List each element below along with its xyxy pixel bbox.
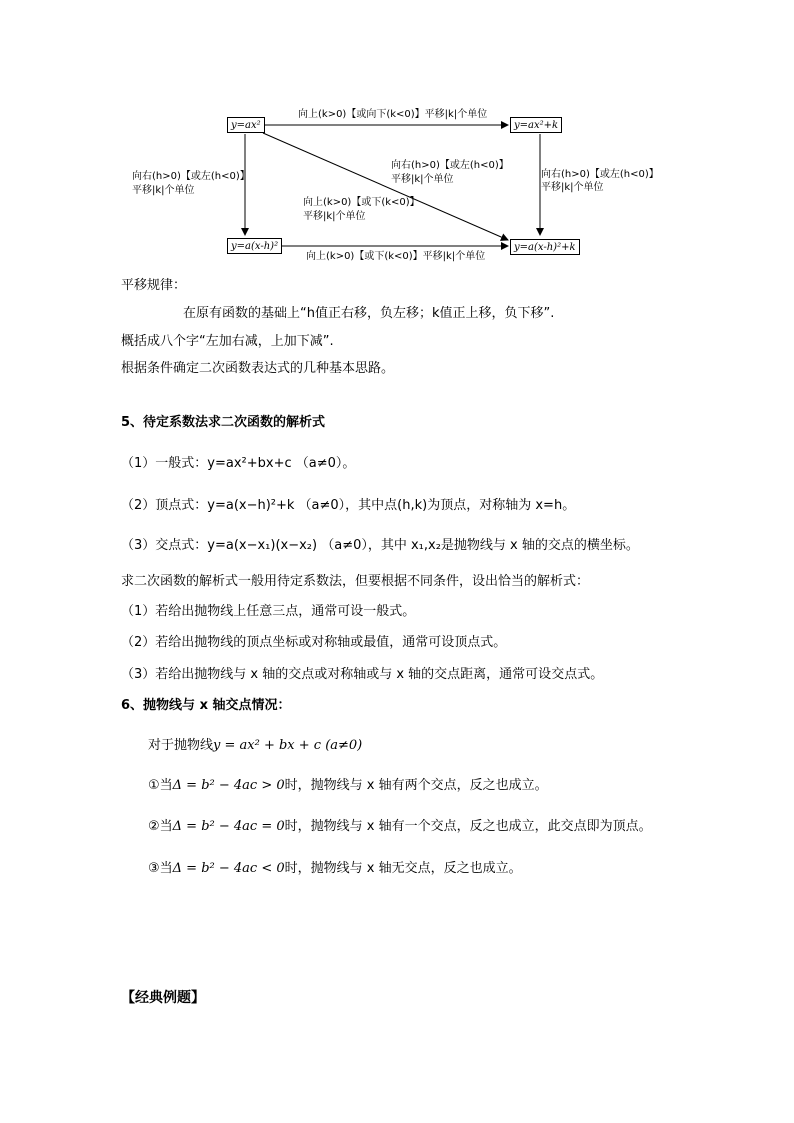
case-3-text: 时，抛物线与 x 轴无交点，反之也成立。 (284, 861, 522, 876)
intro-text: 对于抛物线 (148, 738, 214, 753)
rule-line-1: 在原有函数的基础上“h值正右移，负左移；k值正上移，负下移”. (183, 306, 555, 321)
case-1-formula: Δ = b² − 4ac > 0 (172, 778, 285, 793)
formula-general: （1）一般式：y=ax²+bx+c （a≠0）。 (121, 456, 356, 471)
label-bottom: 向上(k>0)【或下(k<0)】平移|k|个单位 (306, 251, 486, 262)
case-1-prefix: ①当 (148, 778, 173, 793)
box-y-ax2-plus-k: y=ax²+k (510, 117, 562, 133)
label-right-2: 平移|k|个单位 (541, 182, 604, 193)
box-y-ax2: y=ax² (227, 117, 265, 133)
diagram-arrows (0, 0, 794, 270)
case-2-formula: Δ = b² − 4ac = 0 (172, 819, 285, 834)
label-diag-b-2: 平移|k|个单位 (303, 211, 366, 222)
section-5-heading: 5、待定系数法求二次函数的解析式 (121, 415, 326, 430)
case-2-text: 时，抛物线与 x 轴有一个交点，反之也成立，此交点即为顶点。 (284, 819, 652, 834)
case-two-roots (148, 777, 548, 795)
condition-3: （3）若给出抛物线与 x 轴的交点或对称轴或与 x 轴的交点距离，通常可设交点式。 (121, 667, 604, 682)
section-5-intro: 求二次函数的解析式一般用待定系数法，但要根据不同条件，设出恰当的解析式： (121, 574, 590, 589)
formula-intercept: （3）交点式：y=a(x−x₁)(x−x₂) （a≠0），其中 x₁,x₂是抛物线与 x 轴的交点的横坐标。 (121, 538, 639, 553)
formula-vertex: （2）顶点式：y=a(x−h)²+k （a≠0），其中点(h,k)为顶点，对称轴为 x=h。 (121, 498, 576, 513)
parabola-formula: y = ax² + bx + c (a≠0) (213, 738, 363, 753)
rule-line-2: 概括成八个字“左加右减，上加下减”. (121, 334, 334, 349)
case-1-text: 时，抛物线与 x 轴有两个交点，反之也成立。 (284, 778, 548, 793)
label-top: 向上(k>0)【或向下(k<0)】平移|k|个单位 (298, 109, 488, 120)
label-left-2: 平移|k|个单位 (132, 185, 195, 196)
box-y-a-x-h-2: y=a(x-h)² (227, 238, 282, 254)
case-2-prefix: ②当 (148, 819, 173, 834)
case-3-prefix: ③当 (148, 861, 173, 876)
box-y-a-x-h-2-plus-k: y=a(x-h)²+k (510, 239, 580, 255)
section-6-heading: 6、抛物线与 x 轴交点情况： (121, 698, 291, 713)
label-right-1: 向右(h>0)【或左(h<0)】 (541, 169, 659, 180)
case-3-formula: Δ = b² − 4ac < 0 (172, 861, 285, 876)
case-no-roots (148, 860, 522, 878)
arrow-diagonal (263, 133, 508, 240)
case-one-root (148, 818, 652, 836)
classic-examples-heading: 【经典例题】 (121, 990, 205, 1006)
rule-line-3: 根据条件确定二次函数表达式的几种基本思路。 (121, 361, 395, 376)
section-6-intro (148, 737, 362, 755)
translation-diagram (0, 0, 794, 270)
label-diag-a-2: 平移|k|个单位 (391, 174, 454, 185)
label-diag-b-1: 向上(k>0)【或下(k<0)】 (303, 197, 420, 208)
rule-title: 平移规律： (121, 278, 187, 293)
condition-1: （1）若给出抛物线上任意三点，通常可设一般式。 (121, 604, 416, 619)
label-left-1: 向右(h>0)【或左(h<0)】 (132, 171, 250, 182)
label-diag-a-1: 向右(h>0)【或左(h<0)】 (391, 160, 509, 171)
condition-2: （2）若给出抛物线的顶点坐标或对称轴或最值，通常可设顶点式。 (121, 635, 507, 650)
